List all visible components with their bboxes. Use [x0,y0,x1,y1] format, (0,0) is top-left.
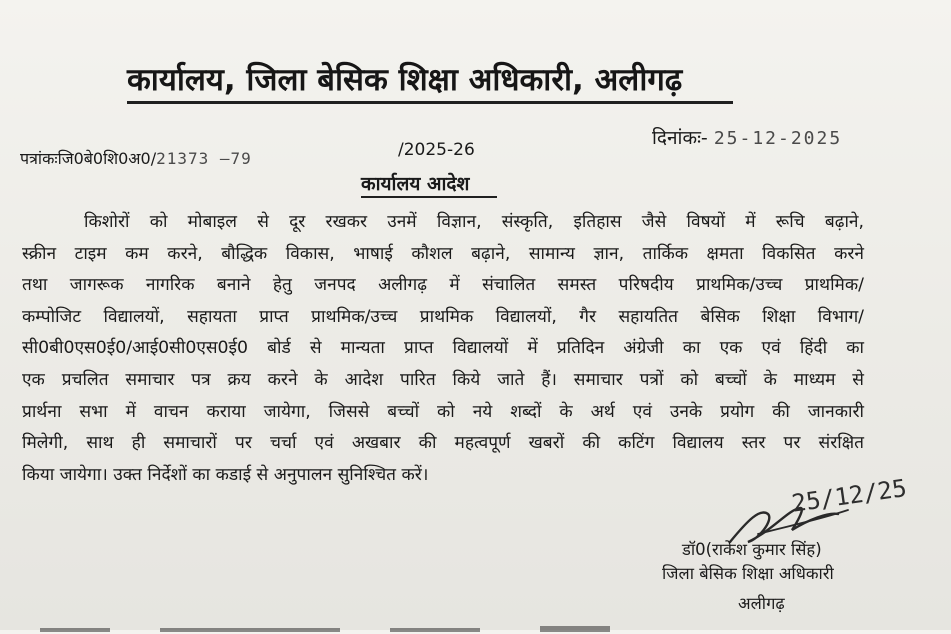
cropped-text-fragment [40,620,640,634]
order-body [22,207,864,491]
reference-session: /2025-26 [398,140,475,160]
body-line: कम्पोजिट विद्यालयों, सहायता प्राप्त प्राथमिक/उच्च प्राथमिक विद्यालयों, गैर सहायतित बेसिक शिक्षा विभाग/ [22,306,864,327]
subject-underline [361,196,497,198]
body-line: मिलेगी, साथ ही समाचारों पर चर्चा एवं अखबार की महत्वपूर्ण खबरों की कटिंग विद्यालय स्तर पर संरक्षित [22,433,864,454]
office-heading: कार्यालय, जिला बेसिक शिक्षा अधिकारी, अलीगढ़ [127,62,683,98]
signature-date: 25/12/25 [790,473,909,518]
body-line: तथा जागरूक नागरिक बनाने हेतु जनपद अलीगढ़ में संचालित समस्त परिषदीय प्राथमिक/उच्च प्राथमिक/ [22,275,864,296]
body-line: एक प्रचलित समाचार पत्र क्रय करने के आदेश पारित किये जाते हैं। समाचार पत्रों को बच्चों के माध्यम से [22,369,864,390]
signatory-name: डॉ0(राकेश कुमार सिंह) [682,540,822,559]
body-line: प्रार्थना सभा में वाचन कराया जायेगा, जिससे बच्चों को नये शब्दों के अर्थ एवं उनके प्रयोग की जानकारी [22,401,864,422]
body-line: किया जायेगा। उक्त निर्देशों का कडाई से अनुपालन सुनिश्चित करें। [22,464,429,485]
reference-prefix: पत्रांकःजि0बे0शि0अ0/ [20,149,157,168]
body-line: किशोरों को मोबाइल से दूर रखकर उनमें विज्ञान, संस्कृति, इतिहास जैसे विषयों में रूचि बढ़ाने, [84,212,864,232]
body-line: स्क्रीन टाइम कम करने, बौद्धिक विकास, भाषाई कौशल बढ़ाने, सामान्य ज्ञान, तार्किक क्षमता विकसित करने [22,243,864,264]
reference-number [20,147,252,169]
order-date [652,124,842,150]
date-label: दिनांकः- [652,127,708,149]
body-line: सी0बी0एस0ई0/आई0सी0एस0ई0 बोर्ड से मान्यता प्राप्त विद्यालयों में प्रतिदिन अंग्रेजी का एक एवं हिंदी का [22,338,864,359]
signatory-designation: जिला बेसिक शिक्षा अधिकारी [662,564,834,583]
signatory-place: अलीगढ़ [738,594,785,613]
order-subject: कार्यालय आदेश [361,173,470,195]
heading-underline [127,101,733,104]
date-handwritten-value: 25-12-2025 [713,128,843,149]
reference-handwritten-number: 21373 –79 [156,149,252,168]
